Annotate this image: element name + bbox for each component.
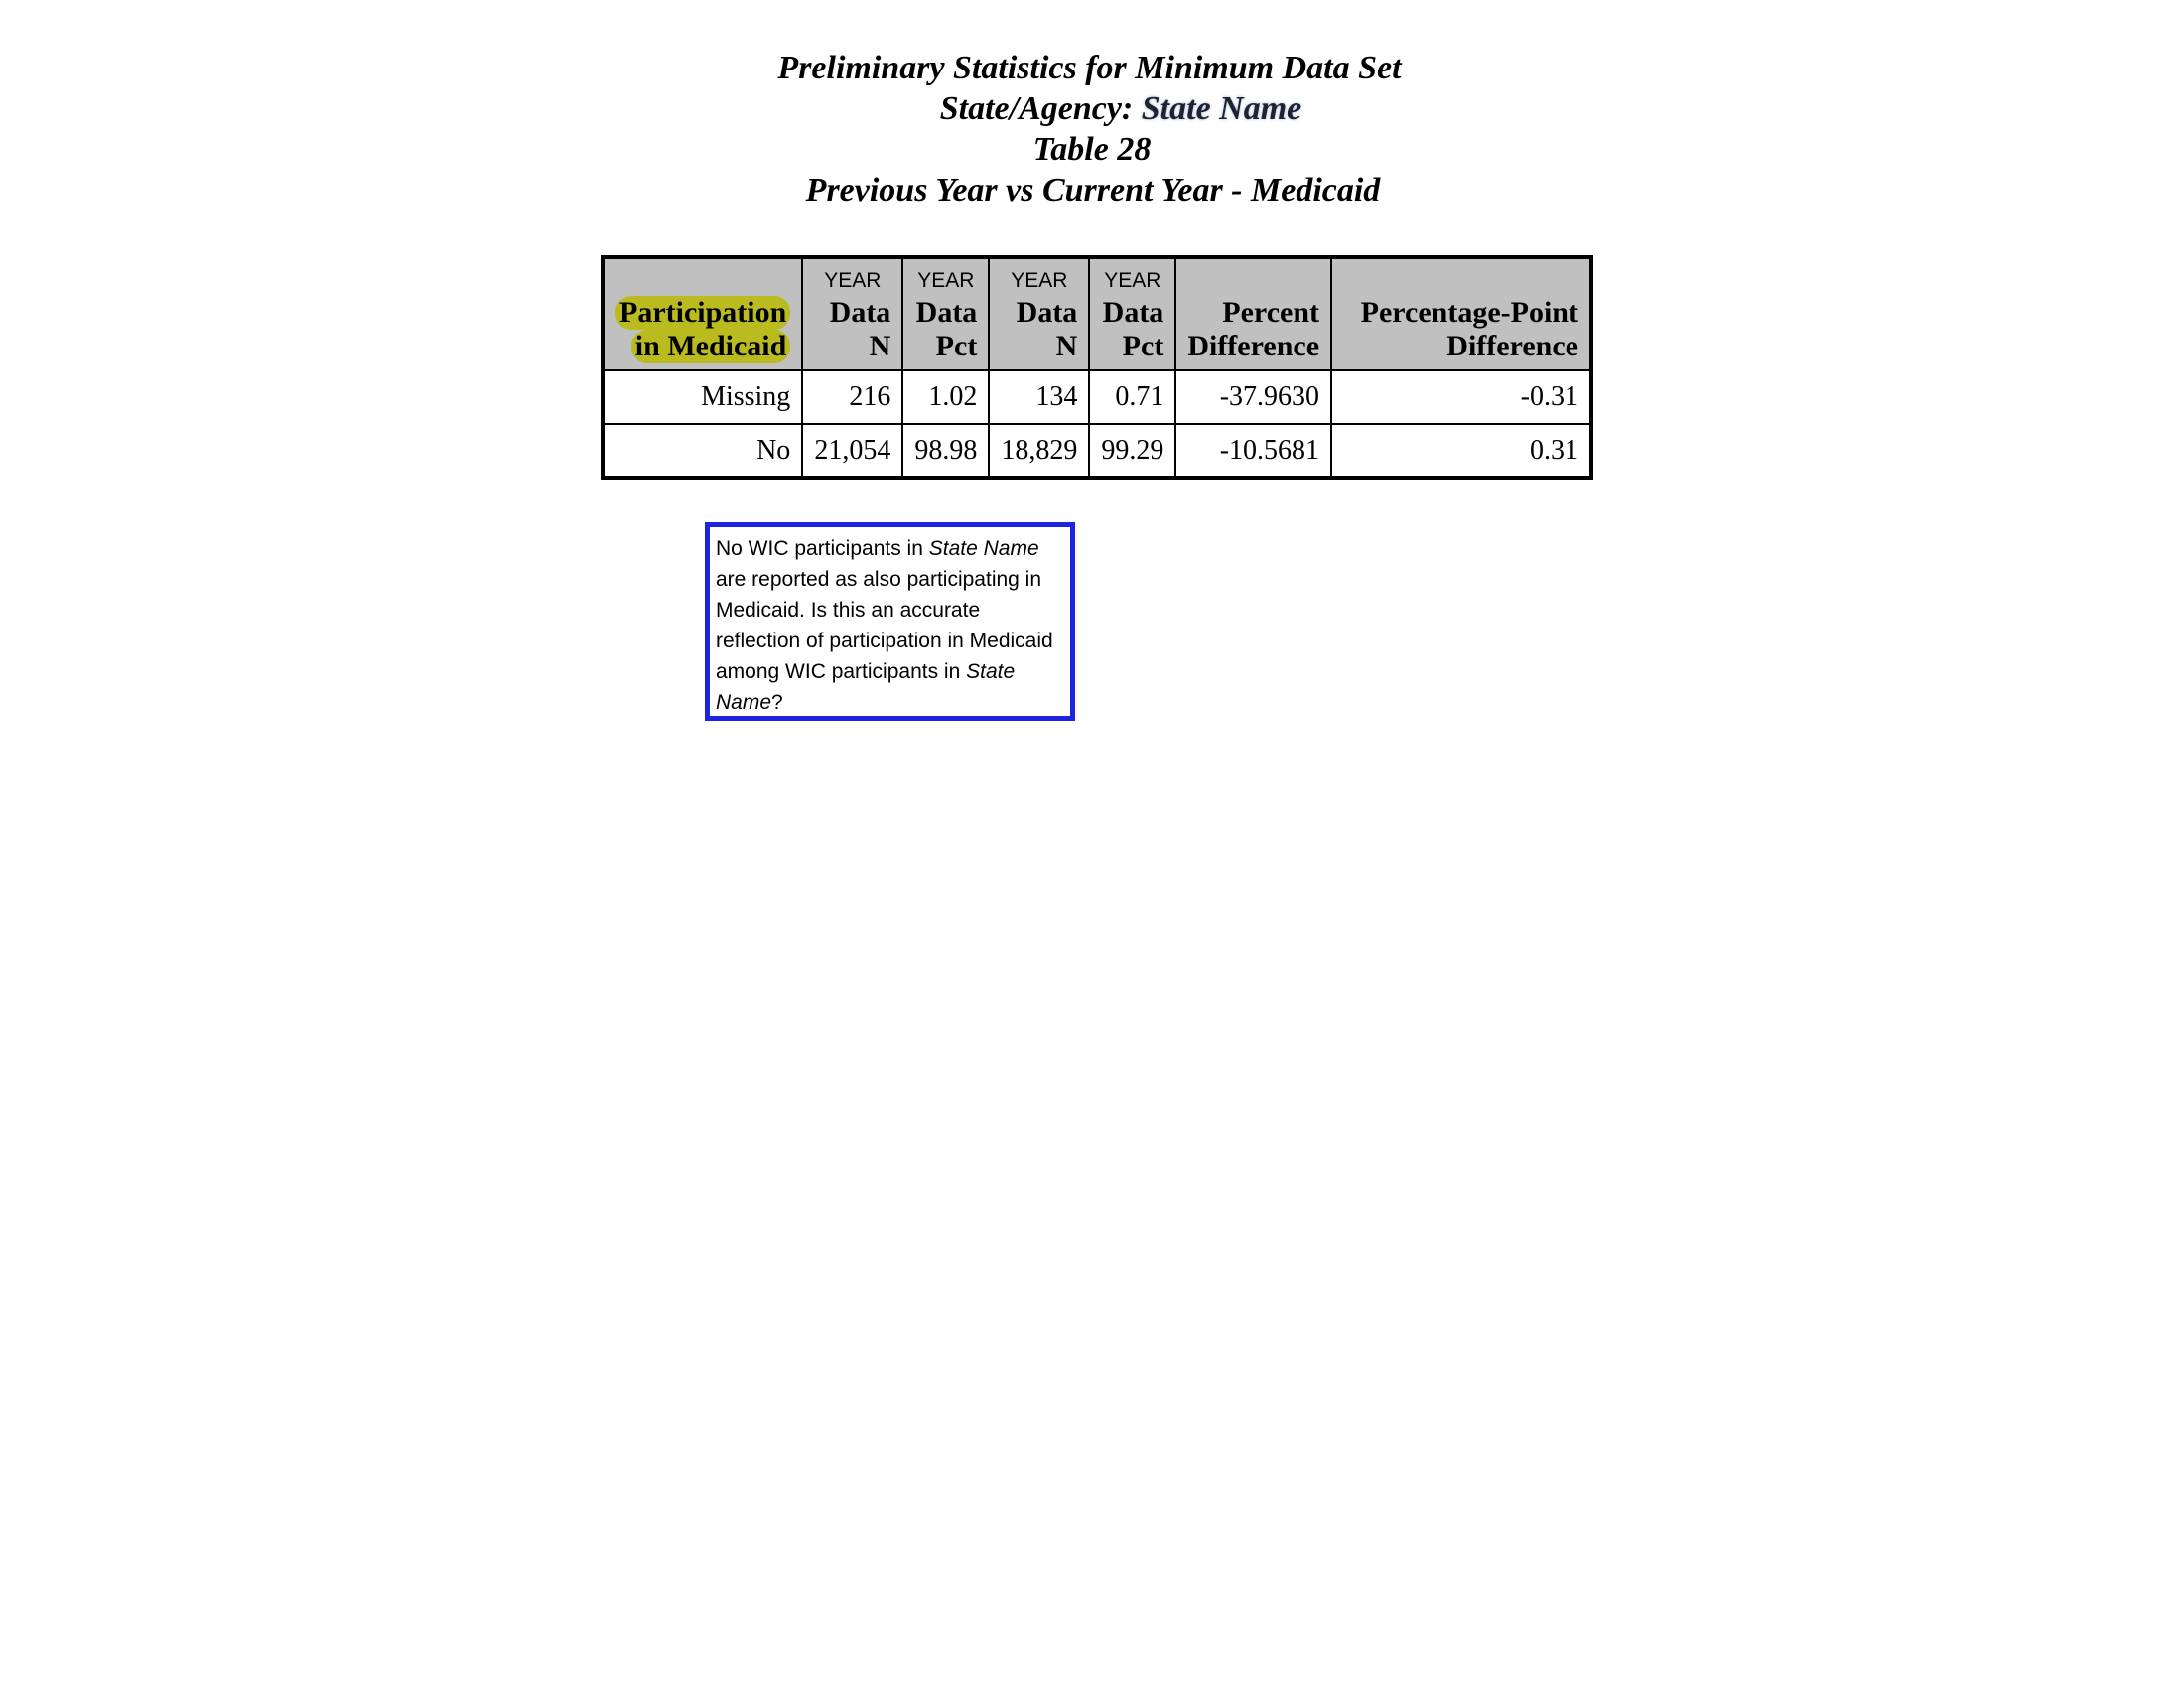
medicaid-stats-table [601, 255, 1593, 480]
header-percent-difference: Percent Difference [1175, 257, 1331, 370]
header-curr-data-pct: YEAR Data Pct [1089, 257, 1175, 370]
cell-pp-diff: 0.31 [1331, 424, 1591, 478]
header-participation [603, 257, 802, 370]
state-agency-label: State/Agency: [939, 90, 1142, 127]
cell-prev-n: 21,054 [802, 424, 902, 478]
note-text: are reported as also participating in Medicaid. Is this an accurate reflection of participation in Medicaid among WIC participants in [716, 568, 1053, 683]
table-header-row [603, 257, 1591, 370]
title-line-1: Preliminary Statistics for Minimum Data Set [777, 50, 1402, 86]
cell-curr-n: 18,829 [989, 424, 1089, 478]
year-tag: YEAR [1011, 269, 1068, 292]
header-prev-data-n: YEAR Data N [802, 257, 902, 370]
header-prev-data-pct: YEAR Data Pct [902, 257, 989, 370]
report-title [0, 48, 2184, 211]
table-row [603, 370, 1591, 424]
row-label: Missing [603, 370, 802, 424]
title-line-2 [58, 88, 2184, 129]
cell-percent-diff: -37.9630 [1175, 370, 1331, 424]
note-state-name: State Name [716, 660, 1016, 714]
header-participation-line1: Participation [615, 296, 790, 330]
table-row [603, 424, 1591, 478]
cell-curr-pct: 99.29 [1089, 424, 1175, 478]
note-text: ? [771, 691, 783, 714]
header-participation-line2: in Medicaid [631, 330, 791, 363]
header-percentage-point-difference: Percentage-Point Difference [1331, 257, 1591, 370]
year-tag: YEAR [917, 269, 975, 292]
review-note-box [705, 522, 1075, 721]
note-text: No WIC participants in [716, 537, 929, 560]
state-name-placeholder: State Name [1141, 90, 1302, 127]
cell-curr-n: 134 [989, 370, 1089, 424]
row-label: No [603, 424, 802, 478]
cell-percent-diff: -10.5681 [1175, 424, 1331, 478]
cell-curr-pct: 0.71 [1089, 370, 1175, 424]
year-tag: YEAR [1104, 269, 1161, 292]
cell-prev-pct: 98.98 [902, 424, 989, 478]
cell-prev-pct: 1.02 [902, 370, 989, 424]
table-subtitle: Previous Year vs Current Year - Medicaid [805, 172, 1381, 209]
year-tag: YEAR [824, 269, 882, 292]
note-state-name: State Name [928, 537, 1039, 560]
cell-pp-diff: -0.31 [1331, 370, 1591, 424]
cell-prev-n: 216 [802, 370, 902, 424]
table-number: Table 28 [1032, 131, 1152, 168]
header-curr-data-n: YEAR Data N [989, 257, 1089, 370]
